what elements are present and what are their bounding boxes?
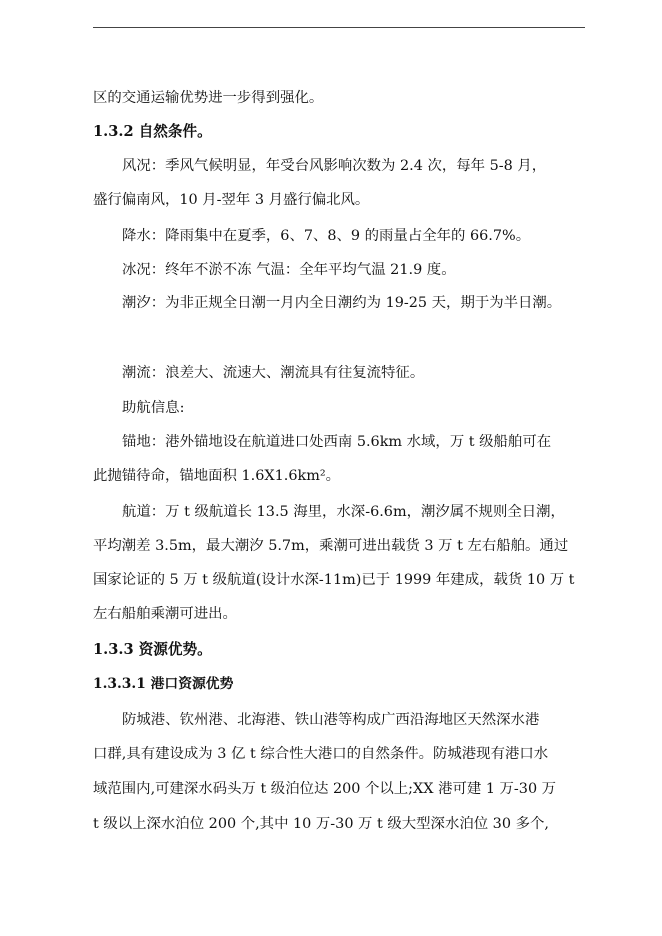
text-line: 降水：降雨集中在夏季，6、7、8、9 的雨量占全年的 66.7%。 <box>122 228 531 244</box>
text-line: t 级以上深水泊位 200 个,其中 10 万-30 万 t 级大型深水泊位 30 多个, <box>93 816 549 832</box>
section-heading-1-3-3: 1.3.3 资源优势。 <box>93 641 212 658</box>
text-line: 锚地：港外锚地设在航道进口处西南 5.6km 水域，万 t 级船舶可在 <box>122 434 552 450</box>
text-line: 冰况：终年不淤不冻 气温：全年平均气温 21.9 度。 <box>122 262 456 278</box>
text-line: 域范围内,可建深水码头万 t 级泊位达 200 个以上;XX 港可建 1 万-30 万 <box>93 781 557 797</box>
text-line: 此抛锚待命，锚地面积 1.6X1.6km²。 <box>93 468 341 484</box>
text-line: 航道：万 t 级航道长 13.5 海里，水深-6.6m，潮汐属不规则全日潮， <box>122 504 565 520</box>
text-line: 盛行偏南风，10 月-翌年 3 月盛行偏北风。 <box>93 192 370 208</box>
text-line: 口群,具有建设成为 3 亿 t 综合性大港口的自然条件。防城港现有港口水 <box>93 746 549 762</box>
text-line: 防城港、钦州港、北海港、铁山港等构成广西沿海地区天然深水港 <box>122 712 540 728</box>
text-line: 平均潮差 3.5m，最大潮汐 5.7m，乘潮可进出载货 3 万 t 左右船舶。通过 <box>93 538 569 554</box>
text-line: 潮汐：为非正规全日潮一月内全日潮约为 19-25 天，期于为半日潮。 <box>122 295 562 311</box>
text-line: 国家论证的 5 万 t 级航道(设计水深-11m)已于 1999 年建成，载货 10 万 t <box>93 572 575 588</box>
section-heading-1-3-2: 1.3.2 自然条件。 <box>93 123 212 140</box>
subsection-heading-1-3-3-1: 1.3.3.1 港口资源优势 <box>93 676 234 692</box>
text-line: 左右船舶乘潮可进出。 <box>93 606 237 622</box>
text-line: 助航信息: <box>122 400 185 416</box>
text-line: 潮流：浪差大、流速大、潮流具有往复流特征。 <box>122 365 425 381</box>
text-line: 风况：季风气候明显，年受台风影响次数为 2.4 次，每年 5-8 月， <box>122 158 547 174</box>
header-rule <box>93 27 585 28</box>
text-line: 区的交通运输优势进一步得到强化。 <box>93 90 324 106</box>
